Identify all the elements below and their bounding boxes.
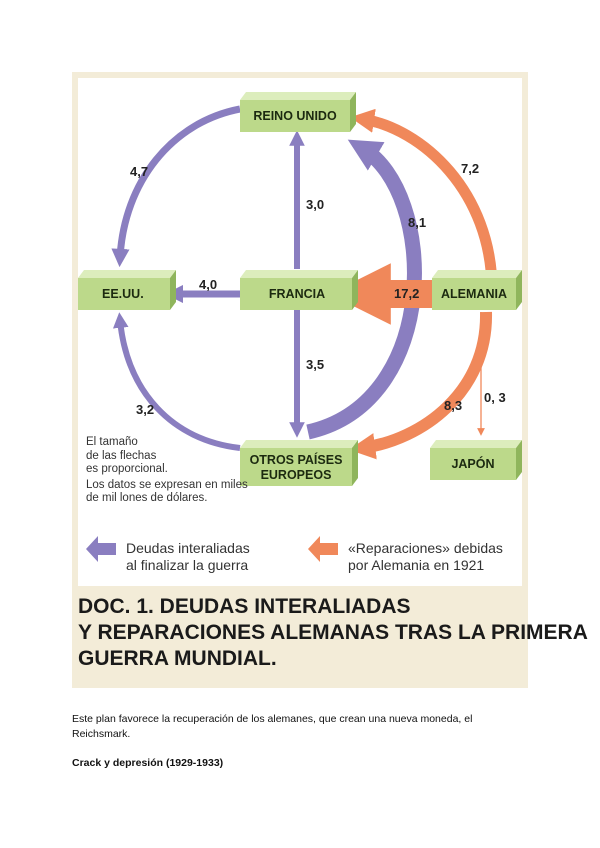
value-germany-to-france: 17,2 <box>394 286 420 301</box>
legend-reparations-arrow-icon <box>308 536 338 562</box>
legend-reparations <box>348 540 503 574</box>
arrow-uk-to-us <box>120 109 240 258</box>
node-label-alemania: ALEMANIA <box>441 287 507 301</box>
value-germany-to-uk: 7,2 <box>461 161 480 176</box>
value-france-to-europe: 3,5 <box>306 357 325 372</box>
node-label-francia: FRANCIA <box>268 287 326 301</box>
arrow-germany-to-uk <box>362 119 492 290</box>
legend-reparations-line: «Reparaciones» debidas <box>348 540 503 556</box>
diagram-note <box>86 436 248 506</box>
node-eeuu <box>78 270 176 310</box>
body-paragraph: Este plan favorece la recuperación de los alemanes, que crean una nueva moneda, el Reichsmark. <box>72 713 473 740</box>
value-europe-to-uk: 8,1 <box>408 215 427 230</box>
note-line: es proporcional. <box>86 463 168 475</box>
legend-debts-line: al finalizar la guerra <box>126 557 249 573</box>
legend-reparations-line: por Alemania en 1921 <box>348 557 485 573</box>
node-reino-unido <box>240 92 356 132</box>
arrow-europe-to-us <box>120 320 240 448</box>
node-label-otros-line2: EUROPEOS <box>260 468 332 482</box>
note-line: El tamaño <box>86 436 138 448</box>
figure-caption <box>78 594 588 672</box>
caption-line: Y REPARACIONES ALEMANAS TRAS LA PRIMERA <box>78 621 588 644</box>
value-france-to-uk: 3,0 <box>306 197 325 212</box>
caption-line: DOC. 1. DEUDAS INTERALIADAS <box>78 595 411 618</box>
node-otros-paises-europeos <box>240 440 358 486</box>
node-label-japon: JAPÓN <box>451 457 495 471</box>
value-germany-to-japan: 0, 3 <box>484 390 506 405</box>
note-line: de mil lones de dólares. <box>86 492 208 504</box>
figure-panel <box>72 72 588 688</box>
legend-debts-arrow-icon <box>86 536 116 562</box>
node-japon <box>430 440 522 480</box>
node-alemania <box>432 270 522 310</box>
node-label-otros-line1: OTROS PAÍSES <box>249 453 343 467</box>
value-france-to-us: 4,0 <box>199 277 218 292</box>
value-europe-to-us: 3,2 <box>136 402 155 417</box>
node-label-reino-unido: REINO UNIDO <box>253 109 337 123</box>
node-label-eeuu: EE.UU. <box>102 287 144 301</box>
caption-line: GUERRA MUNDIAL. <box>78 647 277 670</box>
node-francia <box>240 270 358 310</box>
note-line: de las flechas <box>86 449 157 462</box>
note-line: Los datos se expresan en miles <box>86 478 248 491</box>
value-germany-to-europe: 8,3 <box>444 398 463 413</box>
legend-debts <box>126 540 250 574</box>
section-heading: Crack y depresión (1929-1933) <box>72 757 224 769</box>
value-uk-to-us: 4,7 <box>130 164 149 179</box>
legend-debts-line: Deudas interaliadas <box>126 540 250 556</box>
